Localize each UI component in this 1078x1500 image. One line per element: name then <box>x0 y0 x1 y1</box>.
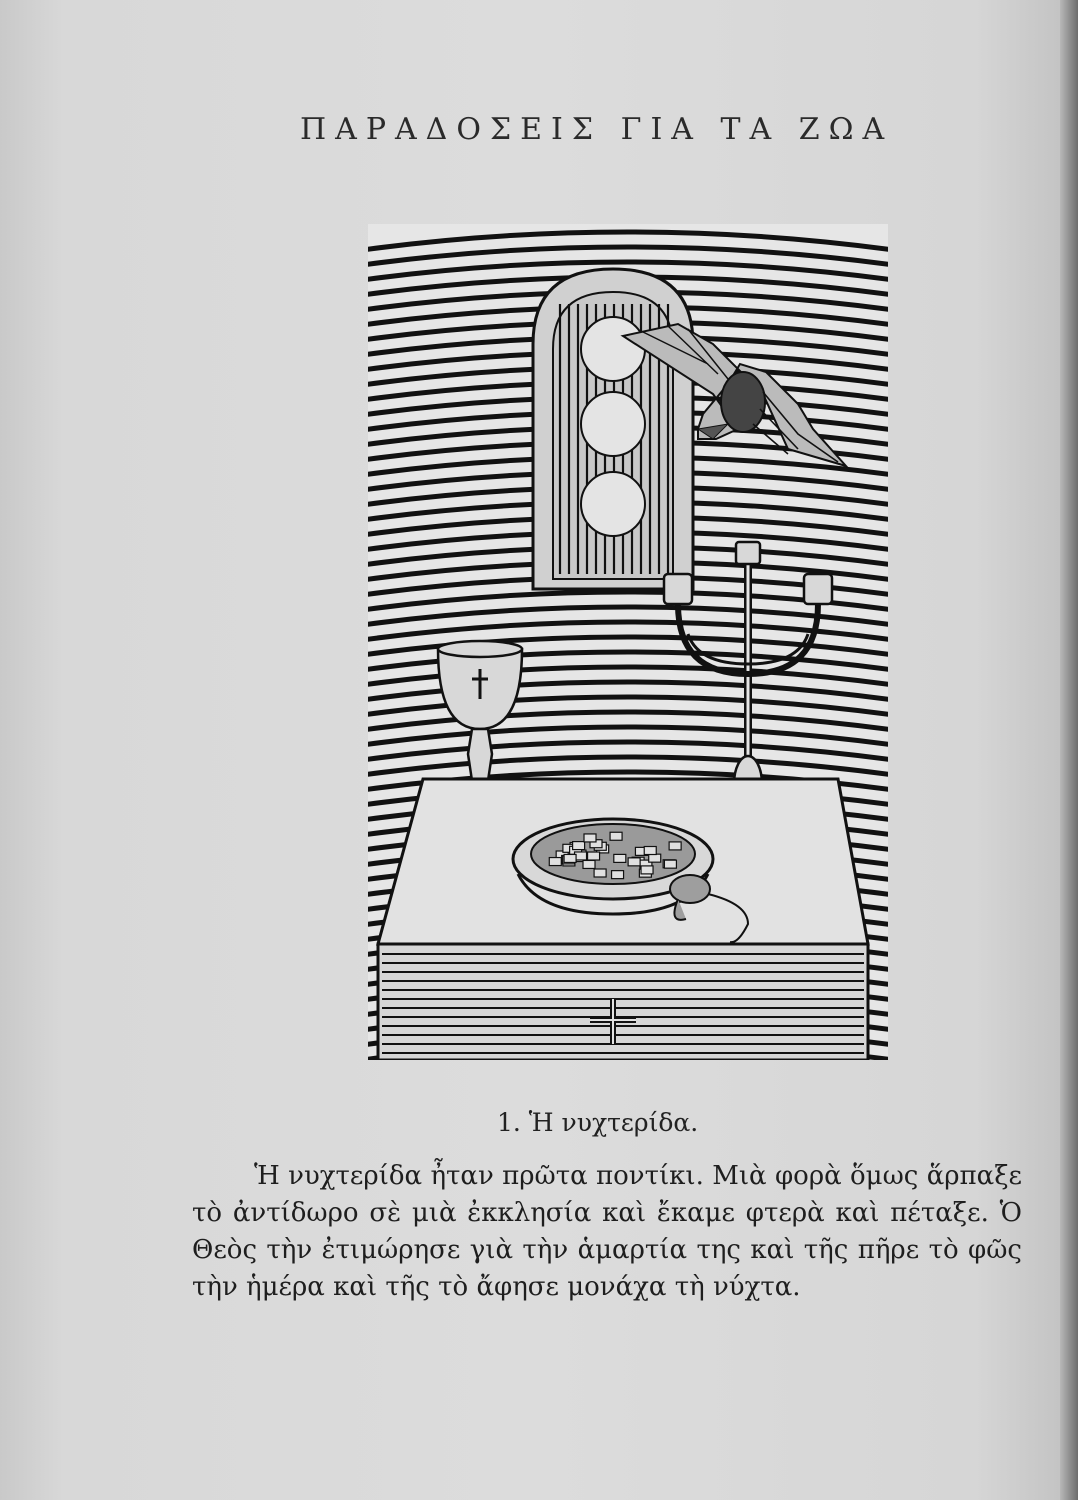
bread-piece <box>588 852 600 860</box>
body-paragraph: Ἡ νυχτερίδα ἦταν πρῶτα ποντίκι. Μιὰ φορὰ ὅμως ἅρπαξε τὸ ἀντίδωρο σὲ μιὰ ἐκκλησία καὶ ἔκαμε φτερὰ καὶ πέταξε. Ὁ Θεὸς τὴν ἐτιμώρησε γιὰ τὴν ἁμαρτία της καὶ τῆς πῆρε τὸ φῶς τὴν ἡμέρα καὶ τῆς τὸ ἄφησε μονάχα τὴ νύχτα. <box>192 1161 1022 1302</box>
bread-piece <box>583 860 595 868</box>
bread-piece <box>669 842 681 850</box>
running-head: ΠΑΡΑΔΟΣΕΙΣ ΓΙΑ ΤΑ ΖΩΑ <box>300 112 894 147</box>
bread-piece <box>664 860 676 868</box>
window <box>533 269 693 589</box>
bread-piece <box>564 854 576 862</box>
figure-caption: 1. Ἡ νυχτερίδα. <box>497 1108 699 1137</box>
bread-piece <box>628 858 640 866</box>
bread-piece <box>584 834 596 842</box>
page-edge-shadow <box>1060 0 1078 1500</box>
bread-piece <box>610 832 622 840</box>
bread-piece <box>644 847 656 855</box>
bread-piece <box>612 871 624 879</box>
bread-piece <box>594 869 606 877</box>
bread-piece <box>573 842 585 850</box>
bread-piece <box>649 854 661 862</box>
bread-piece <box>549 858 561 866</box>
woodcut-illustration <box>368 224 888 1060</box>
bread-piece <box>641 866 653 874</box>
bread-piece <box>614 854 626 862</box>
